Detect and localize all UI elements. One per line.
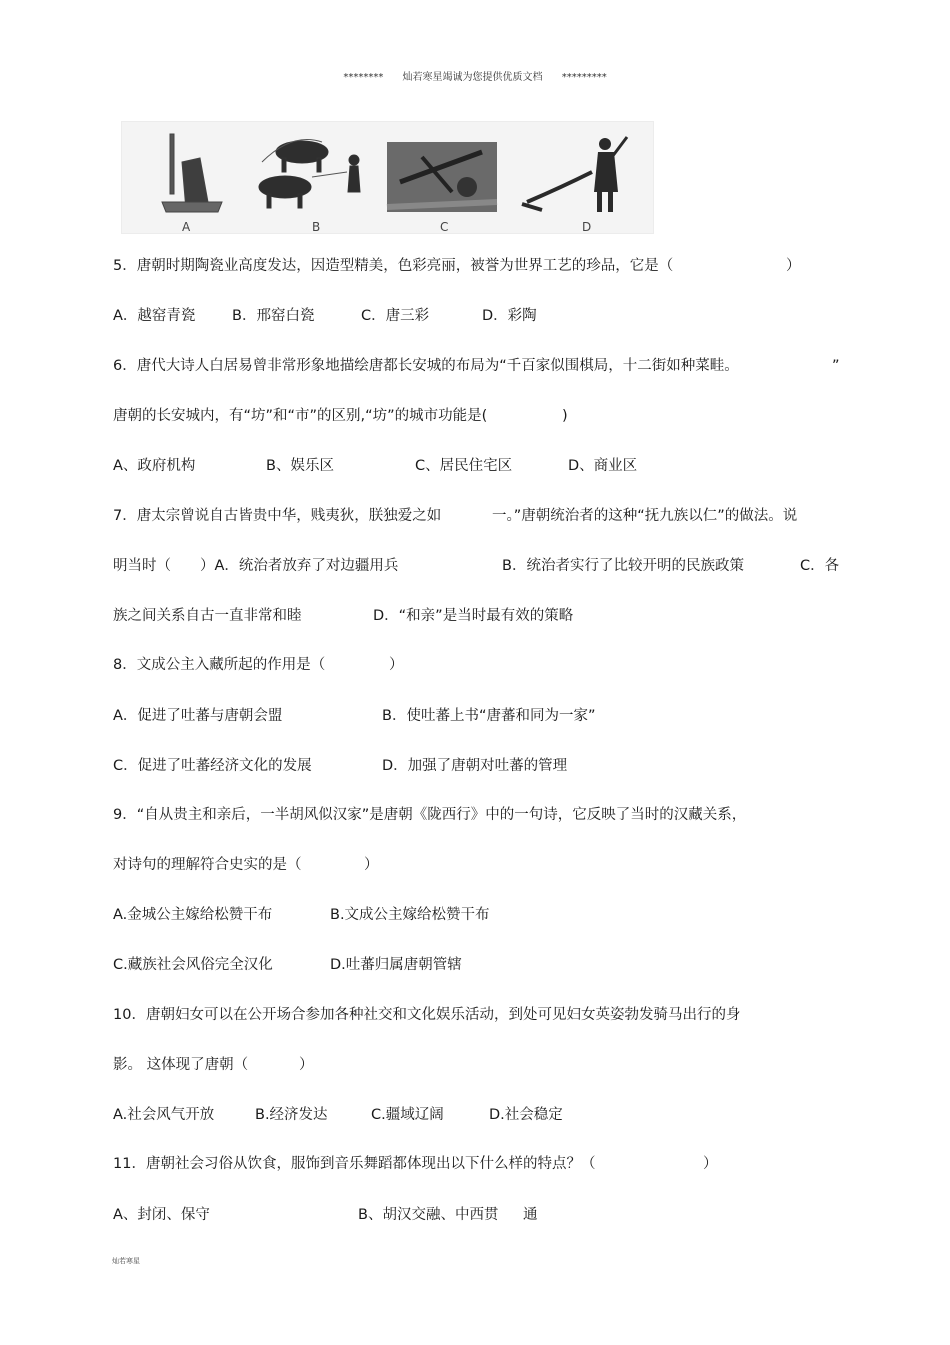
q7-option-b: B．统治者实行了比较开明的民族政策 — [502, 558, 744, 574]
question-7-stem-line1b: 一。”唐朝统治者的这种“抚九族以仁”的做法。说 — [492, 508, 798, 524]
q8-option-d: D．加强了唐朝对吐蕃的管理 — [382, 758, 568, 774]
question-7-stem-line3: 族之间关系自古一直非常和睦 — [113, 608, 302, 624]
question-11-close: ） — [703, 1156, 718, 1172]
q9-option-d: D.吐蕃归属唐朝管辖 — [330, 957, 462, 973]
question-10-stem-line2: 影。 这体现了唐朝（ — [113, 1057, 249, 1073]
figure-label-a: A — [182, 220, 191, 234]
q10-option-a: A.社会风气开放 — [113, 1107, 215, 1123]
q6-option-c: C、居民住宅区 — [415, 458, 513, 474]
farm-tools-figure — [121, 121, 654, 234]
q5-option-a: A．越窑青瓷 — [113, 308, 196, 324]
q10-option-c: C.疆域辽阔 — [371, 1107, 444, 1123]
figure-label-c: C — [440, 220, 449, 234]
figure-label-d: D — [582, 220, 592, 234]
q8-option-b: B．使吐蕃上书“唐蕃和同为一家” — [382, 708, 596, 724]
tool-b-illustration — [259, 140, 360, 209]
q7-option-d: D．“和亲”是当时最有效的策略 — [373, 608, 574, 624]
q6-option-a: A、政府机构 — [113, 458, 196, 474]
q6-option-b: B、娱乐区 — [266, 458, 334, 474]
header-stars-left: ******** — [343, 72, 384, 83]
q9-option-b: B.文成公主嫁给松赞干布 — [330, 907, 490, 923]
q10-option-b: B.经济发达 — [255, 1107, 328, 1123]
q8-option-c: C．促进了吐蕃经济文化的发展 — [113, 758, 312, 774]
q11-option-b: B、胡汉交融、中西贯 — [358, 1207, 499, 1223]
q5-option-c: C．唐三彩 — [361, 308, 430, 324]
question-11-stem: 11．唐朝社会习俗从饮食，服饰到音乐舞蹈都体现出以下什么样的特点？（ — [113, 1156, 596, 1172]
question-6-stem-line1: 6．唐代大诗人白居易曾非常形象地描绘唐都长安城的布局为“千百家似围棋局，十二街如种菜畦。 — [113, 358, 739, 374]
tool-a-illustration — [162, 134, 222, 212]
q9-option-c: C.藏族社会风俗完全汉化 — [113, 957, 273, 973]
question-8-close: ） — [389, 657, 404, 673]
question-6-close: ) — [562, 408, 568, 424]
question-7-stem-line1: 7．唐太宗曾说自古皆贵中华，贱夷狄，朕独爱之如 — [113, 508, 442, 524]
tool-d-illustration — [522, 137, 627, 212]
q5-option-d: D．彩陶 — [482, 308, 537, 324]
q11-option-b-tail: 通 — [523, 1207, 538, 1223]
q7-option-c: C．各 — [800, 558, 840, 574]
page-header — [0, 68, 950, 83]
q11-option-a: A、封闭、保守 — [113, 1207, 210, 1223]
question-7-stem-line2: 明当时（ ）A．统治者放弃了对边疆用兵 — [113, 558, 399, 574]
question-9-close: ） — [364, 857, 379, 873]
question-6-quote-end: ” — [832, 358, 840, 374]
header-stars-right: ********* — [561, 72, 607, 83]
q9-option-a: A.金城公主嫁给松赞干布 — [113, 907, 273, 923]
question-5-stem: 5．唐朝时期陶瓷业高度发达，因造型精美，色彩亮丽，被誉为世界工艺的珍品，它是（ — [113, 258, 674, 274]
q8-option-a: A．促进了吐蕃与唐朝会盟 — [113, 708, 283, 724]
question-6-stem-line2: 唐朝的长安城内，有“坊”和“市”的区别,“坊”的城市功能是( — [113, 408, 488, 424]
question-10-stem-line1: 10．唐朝妇女可以在公开场合参加各种社交和文化娱乐活动，到处可见妇女英姿勃发骑马出行的身 — [113, 1007, 741, 1023]
q5-option-b: B．邢窑白瓷 — [232, 308, 315, 324]
figure-label-b: B — [312, 220, 321, 234]
question-9-stem-line1: 9．“自从贵主和亲后，一半胡风似汉家”是唐朝《陇西行》中的一句诗，它反映了当时的汉藏关系， — [113, 807, 747, 823]
q6-option-d: D、商业区 — [568, 458, 638, 474]
tool-c-illustration — [387, 142, 497, 212]
question-10-close: ） — [299, 1057, 314, 1073]
question-9-stem-line2: 对诗句的理解符合史实的是（ — [113, 857, 302, 873]
q10-option-d: D.社会稳定 — [489, 1107, 563, 1123]
question-5-close: ） — [786, 258, 801, 274]
question-8-stem: 8．文成公主入藏所起的作用是（ — [113, 657, 326, 673]
header-title: 灿若寒星竭诚为您提供优质文档 — [402, 72, 543, 83]
page-footer: 灿若寒星 — [112, 1257, 140, 1265]
